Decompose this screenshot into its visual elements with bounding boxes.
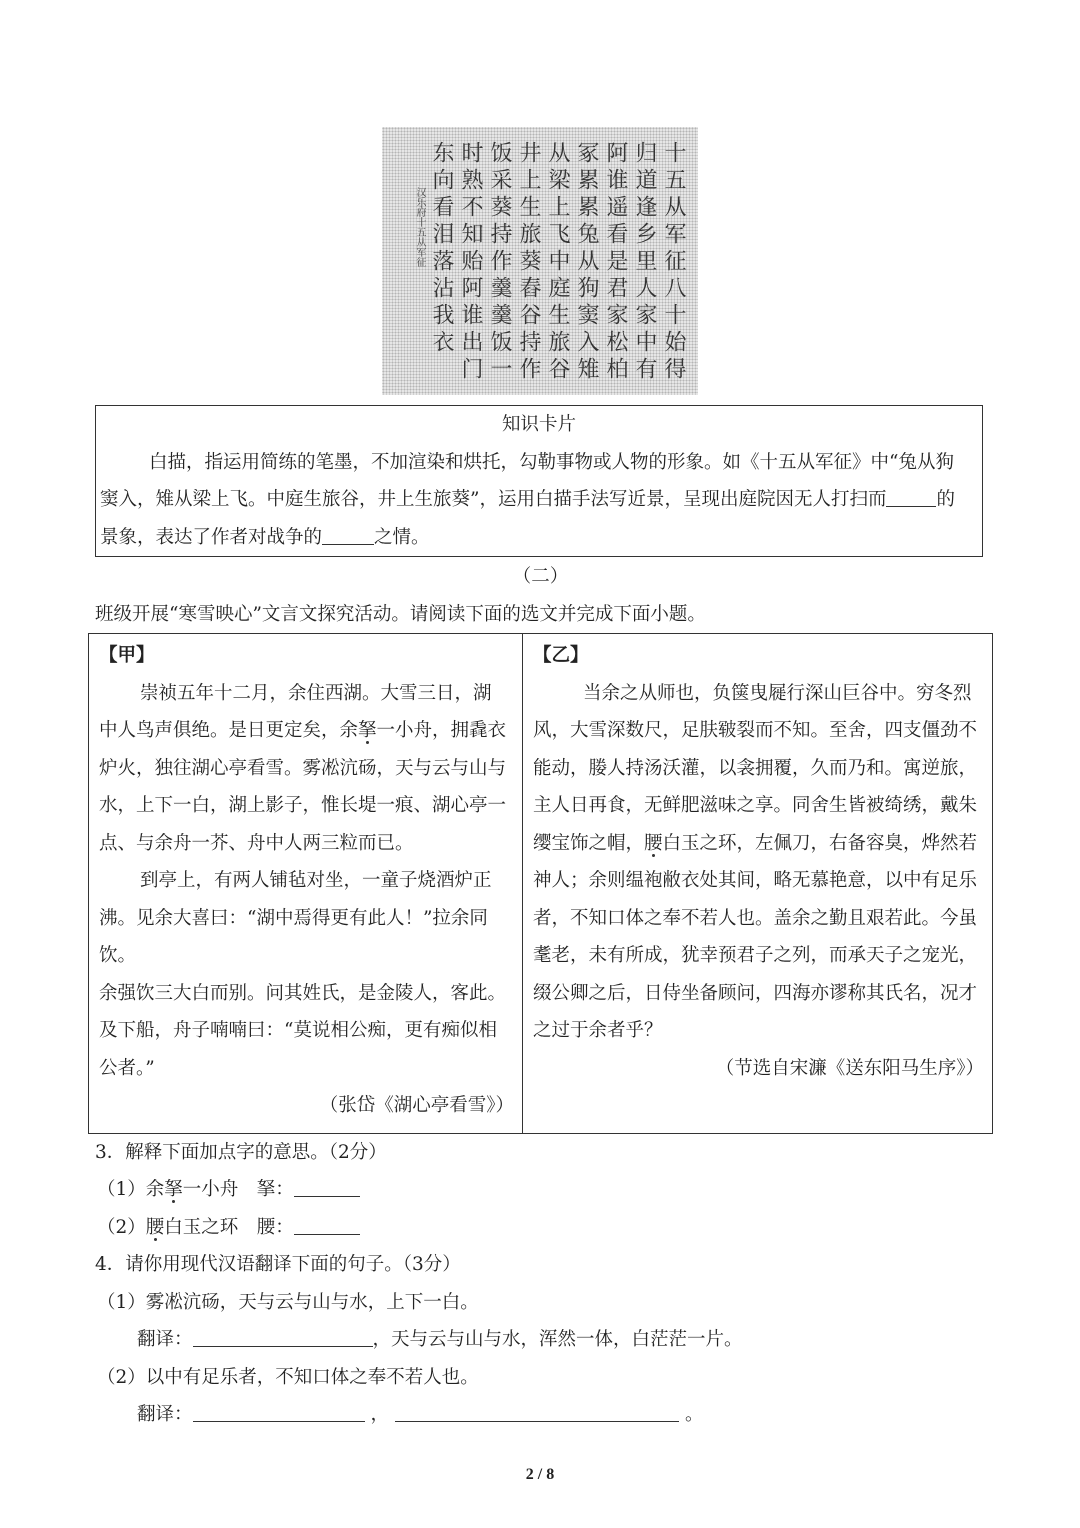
passage-line: 沸。见余大喜曰：“湖中焉得更有此人！”拉余同饮。 xyxy=(99,907,488,966)
passage-line: 及下船，舟子喃喃曰：“莫说相公痴，更有痴似相 xyxy=(99,1020,497,1041)
knowledge-card xyxy=(95,405,983,557)
dotted-char: 拏 xyxy=(358,720,377,741)
dotted-char: 拏 xyxy=(164,1179,183,1200)
answer-blank[interactable] xyxy=(395,1403,679,1423)
question-4-2: （2）以中有足乐者，不知口体之奉不若人也。 xyxy=(97,1366,479,1388)
passage-source: （张岱《湖心亭看雪》） xyxy=(319,1095,514,1116)
passage-label: 【乙】 xyxy=(533,645,589,666)
passage-line: 缀公卿之后，日侍坐备顾问，四海亦谬称其氏名，况才 xyxy=(533,982,978,1004)
passage-line: 神人；余则缊袍敝衣处其间，略无慕艳意，以中有足乐 xyxy=(533,870,978,891)
section-heading: （二） xyxy=(512,566,569,587)
passage-line: 公者。” xyxy=(99,1057,155,1079)
passage-source: （节选自宋濂《送东阳马生序》） xyxy=(715,1057,984,1079)
answer-blank[interactable] xyxy=(193,1403,365,1423)
calligraphy-column: 时熟不知贻阿谁出门 xyxy=(458,141,483,384)
calligraphy-column: 饭采葵持作羹羹饭一 xyxy=(487,141,512,384)
questions xyxy=(95,1134,993,1434)
calligraphy-column: 从梁上飞中庭生旅谷 xyxy=(545,141,570,384)
dotted-char: 腰 xyxy=(644,832,663,854)
passage-line: 水，上下一白，湖上影子，惟长堤一痕、湖心亭一 xyxy=(99,795,507,816)
passage-line: 之过于余者乎？ xyxy=(533,1020,663,1041)
passage-line: 耄老，未有所成，犹幸预君子之列，而承天子之宠光， xyxy=(533,945,978,966)
passage-line: 能动，媵人持汤沃灌，以衾拥覆，久而乃和。寓逆旅， xyxy=(533,757,978,779)
intro-text: 班级开展“寒雪映心”文言文探究活动。请阅读下面的选文并完成下面小题。 xyxy=(95,603,706,625)
calligraphy-column: 十五从军征八十始得 xyxy=(661,141,686,384)
passage-line: 者，不知口体之奉不若人也。盖余之勤且艰若此。今虽 xyxy=(533,907,978,929)
calligraphy-column: 归道逢乡里人家中有 xyxy=(632,141,657,384)
card-text-line xyxy=(100,481,978,519)
answer-blank[interactable] xyxy=(294,1178,360,1198)
passage-yi xyxy=(523,634,992,1133)
card-text: 之情。 xyxy=(374,526,430,548)
question-3-1: （1）余拏一小舟 拏： xyxy=(97,1171,993,1209)
passage-line: 主人日再食，无鲜肥滋味之享。同舍生皆被绮绣，戴朱 xyxy=(533,795,978,816)
question-3: 3．解释下面加点字的意思。（2分） xyxy=(95,1141,387,1163)
passage-line: 点、与余舟一芥、舟中人两三粒而已。 xyxy=(99,832,414,854)
dotted-char: 腰 xyxy=(145,1216,165,1238)
passage-line: 缨宝饰之帽，腰白玉之环，左佩刀，右备容臭，烨然若 xyxy=(533,832,978,854)
card-text-line xyxy=(100,519,978,557)
passage-jia xyxy=(89,634,523,1133)
card-text: 的 xyxy=(936,489,955,510)
card-title: 知识卡片 xyxy=(501,414,576,435)
calligraphy-column: 冢累累兔从狗窦入雉 xyxy=(574,141,599,384)
passage-line: 崇祯五年十二月，余住西湖。大雪三日，湖 xyxy=(140,682,492,704)
answer-blank[interactable] xyxy=(322,525,374,545)
passage-line: 风，大雪深数尺，足肤皲裂而不知。至舍，四支僵劲不 xyxy=(533,720,978,741)
card-text-line: 白描，指运用简练的笔墨，不加渲染和烘托，勾勒事物或人物的形象。如《十五从军征》中“兔从狗 xyxy=(149,451,954,473)
passage-line: 当余之从师也，负箧曳屣行深山巨谷中。穷冬烈 xyxy=(583,682,972,704)
passage-line: 炉火，独往湖心亭看雪。雾凇沆砀，天与云与山与 xyxy=(99,757,507,779)
page-number: 2 / 8 xyxy=(525,1465,555,1483)
question-3-2: （2）腰白玉之环 腰： xyxy=(97,1209,993,1247)
passage-label: 【甲】 xyxy=(99,645,155,666)
passage-line: 中人鸟声俱绝。是日更定矣，余拏一小舟，拥毳衣 xyxy=(99,720,507,741)
calligraphy-signature: 汉乐府十五从军征 xyxy=(414,187,425,267)
passage-line: 余强饮三大白而别。问其姓氏，是金陵人，客此。 xyxy=(99,982,507,1004)
card-text: 景象，表达了作者对战争的 xyxy=(100,526,323,548)
question-4-1: （1）雾凇沆砀，天与云与山与水，上下一白。 xyxy=(97,1291,479,1313)
question-4: 4．请你用现代汉语翻译下面的句子。（3分） xyxy=(95,1254,461,1275)
translation-4-2: 翻译： ， 。 xyxy=(137,1404,704,1425)
calligraphy-column: 井上生旅葵舂谷持作 xyxy=(516,141,541,384)
answer-blank[interactable] xyxy=(193,1328,373,1348)
calligraphy-column: 阿谁遥看是君家松柏 xyxy=(603,141,628,384)
translation-4-1: 翻译： ，天与云与山与水，浑然一体，白茫茫一片。 xyxy=(137,1329,743,1350)
answer-blank[interactable] xyxy=(886,488,936,508)
card-text: 窦入，雉从梁上飞。中庭生旅谷，井上生旅葵”，运用白描手法写近景，呈现出庭院因无人打扫而 xyxy=(100,489,887,510)
calligraphy-image xyxy=(382,127,698,395)
calligraphy-column: 东向看泪落沾我衣 xyxy=(429,141,454,357)
answer-blank[interactable] xyxy=(294,1215,360,1235)
passages-table xyxy=(88,633,993,1134)
passage-line: 到亭上，有两人铺毡对坐，一童子烧酒炉正 xyxy=(140,870,492,891)
